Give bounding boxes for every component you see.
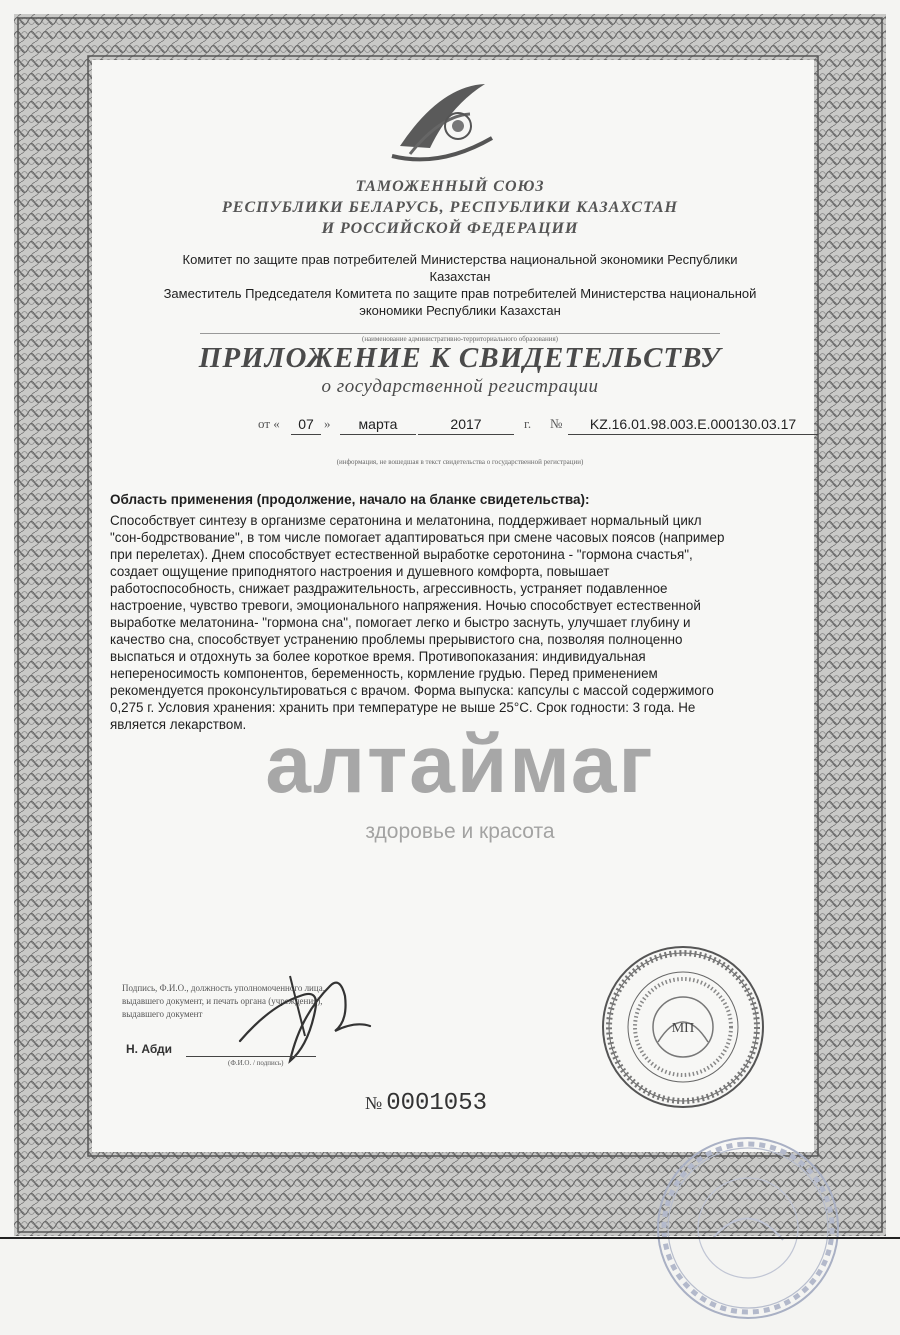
signature-line (186, 1056, 316, 1057)
date-year: 2017 (418, 416, 514, 435)
union-line-2: РЕСПУБЛИКИ БЕЛАРУСЬ, РЕСПУБЛИКИ КАЗАХСТАН (222, 199, 678, 216)
scope-line: "сон-бодрствование", в том числе помогает адаптироваться при смене часовых поясов (например (110, 530, 725, 545)
info-caption: (информация, не вошедшая в текст свидетельства о государственной регистрации) (336, 458, 584, 466)
customs-union-title (150, 176, 750, 239)
committee-line-2: Казахстан (429, 269, 491, 284)
date-quote-close: » (324, 416, 331, 431)
signatory-name: Н. Абди (126, 1042, 172, 1056)
scope-line: при перелетах). Днем способствует естественной выработке серотонина - "гормона счастья", (110, 547, 693, 562)
appendix-title: ПРИЛОЖЕНИЕ К СВИДЕТЕЛЬСТВУ (198, 342, 722, 374)
form-number-value: 0001053 (386, 1090, 488, 1117)
issuing-committee (100, 251, 820, 319)
appendix-subtitle: о государственной регистрации (321, 376, 599, 397)
date-year-suffix: г. (524, 416, 532, 431)
scope-line: Способствует синтезу в организме сератонина и мелатонина, поддерживает нормальный цикл (110, 513, 702, 528)
fio-caption: (Ф.И.О. / подпись) (228, 1059, 284, 1067)
registration-number-sign: № (550, 416, 563, 431)
watermark-tagline: здоровье и красота (365, 820, 555, 843)
registration-number: KZ.16.01.98.003.E.000130.03.17 (568, 416, 818, 435)
committee-line-4: экономики Республики Казахстан (359, 303, 561, 318)
scope-line: рекомендуется проконсультироваться с врачом. Форма выпуска: капсулы с массой содержимого (110, 683, 714, 698)
scope-heading: Область применения (продолжение, начало на бланке свидетельства): (110, 492, 590, 507)
registration-date-line (258, 416, 818, 438)
date-prefix: от « (258, 416, 280, 431)
signature-caption-line: выдавшего документ, и печать органа (учреждения), (122, 996, 323, 1006)
scope-line: качество сна, способствует устранению проблемы прерывистого сна, позволяя полноценно (110, 632, 683, 647)
scope-line: выработке мелатонина- "гормона сна", помогает легко и быстро заснуть, улучшает глубину и (110, 615, 691, 630)
committee-line-3: Заместитель Председателя Комитета по защите прав потребителей Министерства национальной (163, 286, 757, 301)
watermark-brand: алтаймаг (265, 719, 655, 810)
seal-label: МП (671, 1021, 695, 1036)
scope-line: работоспособность, снижает раздражительность, агрессивность, устраняет подавленное (110, 581, 668, 596)
union-line-3: И РОССИЙСКОЙ ФЕДЕРАЦИИ (321, 220, 579, 237)
committee-line-1: Комитет по защите прав потребителей Министерства национальной экономики Республики (182, 252, 738, 267)
date-day: 07 (291, 416, 321, 435)
admin-caption: (наименование административно-территориального образования) (200, 333, 720, 343)
customs-union-emblem-icon (370, 76, 510, 176)
scope-text (110, 512, 820, 733)
date-month: марта (340, 416, 416, 435)
union-line-1: ТАМОЖЕННЫЙ СОЮЗ (355, 178, 545, 195)
form-number (365, 1090, 487, 1117)
page-bottom-rule (0, 1237, 900, 1239)
scope-line: 0,275 г. Условия хранения: хранить при температуре не выше 25°С. Срок годности: 3 года. Не (110, 700, 696, 715)
signature-caption-line: выдавшего документ (122, 1009, 203, 1019)
scope-line: настроение, чувство тревоги, эмоционального напряжения. Ночью способствует естественной (110, 598, 701, 613)
scope-line: выспаться и отдохнуть за более короткое время. Противопоказания: индивидуальная (110, 649, 646, 664)
signature-caption-line: Подпись, Ф.И.О., должность уполномоченного лица, (122, 983, 325, 993)
scope-line: непереносимость компонентов, беременность, кормление грудью. Перед применением (110, 666, 658, 681)
official-seal-icon (598, 942, 768, 1112)
handwritten-signature-icon (230, 966, 380, 1066)
secondary-seal-icon (638, 1128, 848, 1328)
scope-line: является лекарством. (110, 717, 247, 732)
scope-line: создает ощущение приподнятого настроения и душевного комфорта, повышает (110, 564, 610, 579)
form-number-sign: № (365, 1093, 383, 1113)
